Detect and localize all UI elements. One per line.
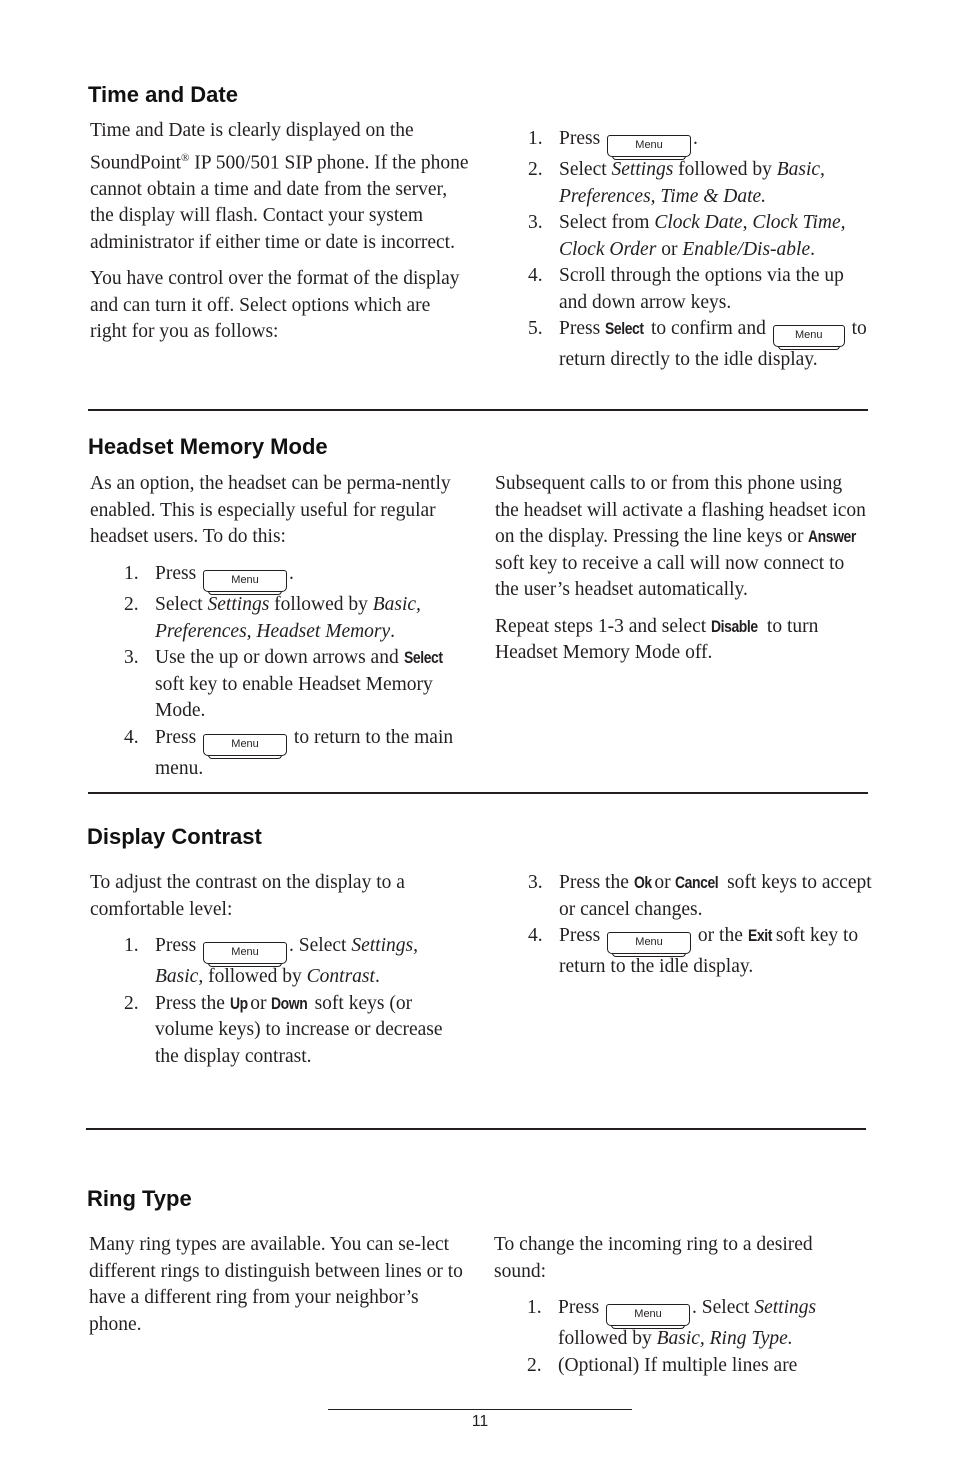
headset-steps: [124, 561, 464, 782]
time-date-steps: [528, 126, 873, 374]
list-item: 4. Scroll through the options via the up and down arrow keys.: [528, 265, 844, 313]
answer-softkey-label: Answer: [808, 527, 857, 546]
list-item: 2. Press the Up or Down soft keys (or volume keys) to increase or decrease the display contrast.: [124, 992, 443, 1067]
menu-key-icon: Menu: [607, 932, 691, 954]
menu-key-icon: Menu: [203, 570, 287, 592]
contrast-left-column: [90, 870, 460, 933]
menu-key-icon: Menu: [773, 325, 845, 347]
list-item: 1. Press Menu .: [124, 561, 464, 592]
time-date-paragraph-2: You have control over the format of the display and can turn it off. Select options which are right for you as follows:: [90, 268, 460, 342]
section-divider: [88, 409, 868, 411]
ring-paragraph-2: To change the incoming ring to a desired sound:: [494, 1234, 813, 1282]
list-item: 4. Press Menu or the Exit soft key to return to the idle display.: [528, 925, 859, 977]
contrast-steps-right: [528, 870, 873, 981]
up-softkey-label: Up: [229, 993, 248, 1013]
list-item: 1. Press Menu . Select Settings, Basic, followed by Contrast.: [124, 935, 418, 987]
headset-paragraph-3: Repeat steps 1-3 and select Disable to turn Headset Memory Mode off.: [495, 615, 819, 663]
list-item: 2. Select Settings followed by Basic, Preferences, Headset Memory.: [124, 594, 421, 642]
disable-softkey-label: Disable: [711, 616, 758, 636]
menu-key-icon: Menu: [606, 1304, 690, 1326]
list-item: 3. Use the up or down arrows and Select soft key to enable Headset Memory Mode.: [124, 647, 443, 721]
section-divider: [88, 792, 868, 794]
list-item: 3. Select from Clock Date, Clock Time, Clock Order or Enable/Dis-able.: [528, 212, 846, 260]
headset-paragraph-1: As an option, the headset can be perma-nently enabled. This is especially useful for regular headset users. To do this:: [90, 473, 451, 547]
ring-left-column: [89, 1232, 464, 1348]
time-date-left-column: [90, 118, 470, 356]
section-heading-ring-type: Ring Type: [87, 1186, 192, 1211]
cancel-softkey-label: Cancel: [675, 873, 719, 892]
contrast-paragraph-1: To adjust the contrast on the display to a comfortable level:: [90, 872, 405, 920]
down-softkey-label: Down: [271, 993, 308, 1013]
menu-key-icon: Menu: [203, 942, 287, 964]
page-number: 11: [471, 1413, 489, 1430]
list-item: 1. Press Menu . Select Settings followed by Basic, Ring Type.: [527, 1297, 817, 1349]
list-item: 1. Press Menu .: [528, 126, 873, 157]
time-date-paragraph-1: Time and Date is clearly displayed on the SoundPoint® IP 500/501 SIP phone. If the phone cannot obtain a time and date from the server, the display will flash. Contact your system administrator if either time or date is incorrect.: [90, 120, 469, 253]
section-divider: [86, 1128, 866, 1130]
section-heading-headset-memory: Headset Memory Mode: [88, 434, 328, 459]
list-item: 2. Select Settings followed by Basic, Preferences, Time & Date.: [528, 159, 825, 207]
list-item: 3. Press the Ok or Cancel soft keys to accept or cancel changes.: [528, 872, 872, 920]
registered-mark: ®: [181, 151, 190, 164]
section-heading-time-date: Time and Date: [88, 82, 238, 107]
section-heading-display-contrast: Display Contrast: [87, 824, 262, 849]
list-item: 5. Press Select to confirm and Menu to return directly to the idle display.: [528, 318, 867, 370]
list-item: 4. Press Menu to return to the main menu.: [124, 726, 454, 779]
list-item: 2. (Optional) If multiple lines are: [527, 1354, 798, 1376]
menu-key-icon: Menu: [607, 135, 691, 157]
ok-softkey-label: Ok: [633, 873, 652, 892]
ring-right-column: [494, 1232, 866, 1295]
ring-steps: [527, 1295, 872, 1379]
exit-softkey-label: Exit: [747, 926, 772, 945]
ring-paragraph-1: Many ring types are available. You can se-lect different rings to distinguish between lines or to have a different ring from your neighbor’s phone.: [89, 1234, 463, 1335]
headset-right-column: [495, 471, 867, 677]
select-softkey-label: Select: [403, 648, 443, 667]
headset-left-column: [90, 471, 460, 561]
footer-rule: [328, 1409, 632, 1410]
menu-key-icon: Menu: [203, 734, 287, 756]
select-softkey-label: Select: [605, 319, 644, 338]
contrast-steps-left: [124, 933, 454, 1070]
headset-paragraph-2: Subsequent calls to or from this phone using the headset will activate a flashing headset icon on the display. Pressing the line keys or Answer soft key to receive a call will now connect to the user’s headset automatically.: [495, 473, 866, 600]
